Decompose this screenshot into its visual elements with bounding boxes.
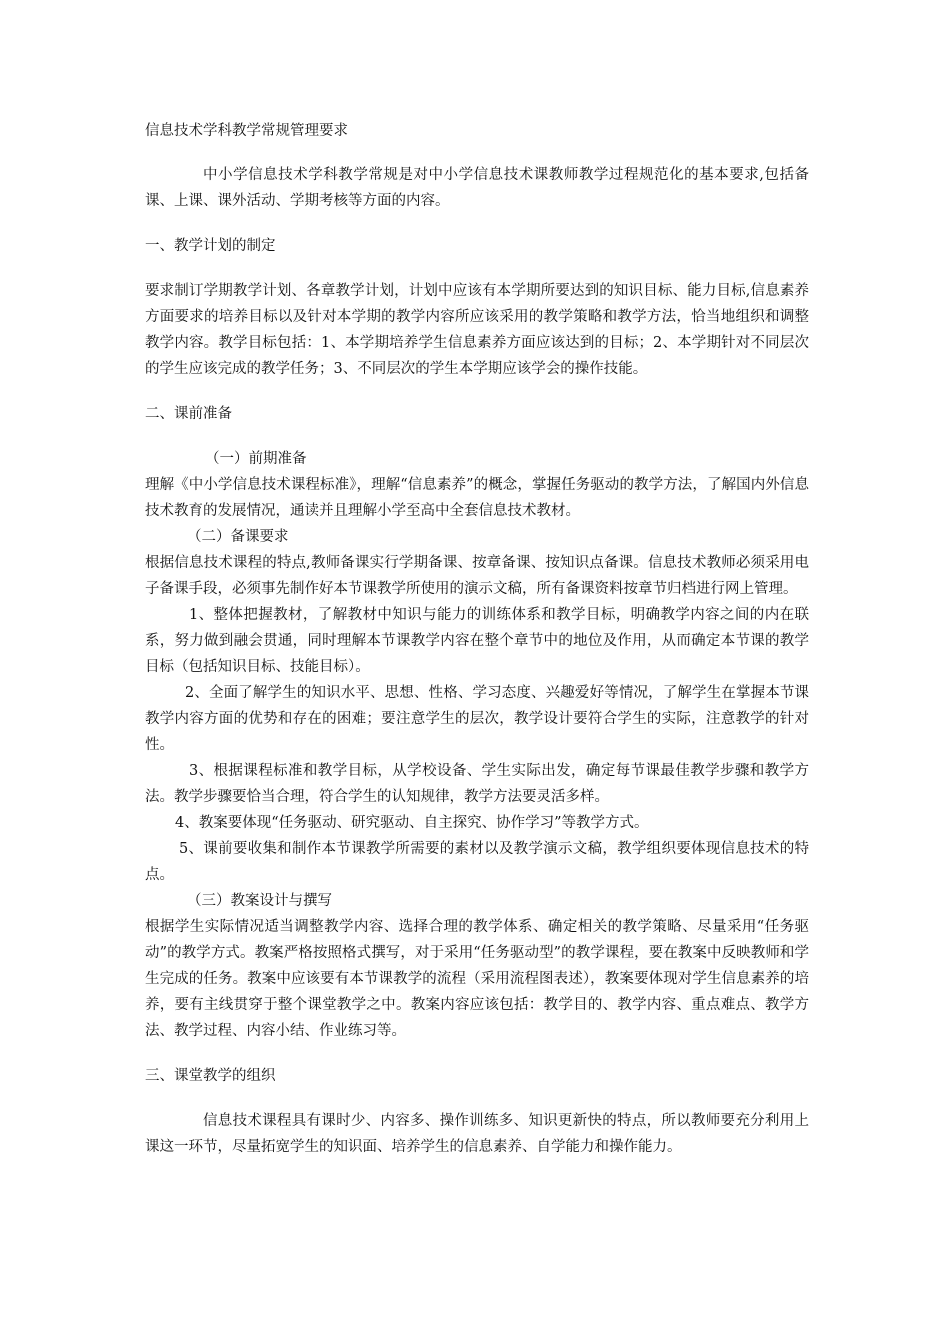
subsection3-body: 根据学生实际情况适当调整教学内容、选择合理的教学体系、确定相关的教学策略、尽量采用“任务驱动”的教学方式。教案严格按照格式撰写，对于采用“任务驱动型”的教学课程，要在教案中反映教师和学生完成的任务。教案中应该要有本节课教学的流程（采用流程图表述），教案要体现对学生信息素养的培养，要有主线贯穿于整个课堂教学之中。教案内容应该包括：教学目的、教学内容、重点难点、教学方法、教学过程、内容小结、作业练习等。: [145, 919, 809, 1039]
document-title: 信息技术学科教学常规管理要求: [145, 123, 348, 139]
subsection2-title: （二）备课要求: [187, 529, 289, 545]
list-item-5: 5、课前要收集和制作本节课教学所需要的素材以及教学演示文稿，教学组织要体现信息技术的特点。: [145, 841, 809, 883]
list-item-4: 4、教案要体现“任务驱动、研究驱动、自主探究、协作学习”等教学方式。: [175, 815, 649, 831]
section1-body: 要求制订学期教学计划、各章教学计划，计划中应该有本学期所要达到的知识目标、能力目标,信息素养方面要求的培养目标以及针对本学期的教学内容所应该采用的教学策略和教学方法，恰当地组织和调整教学内容。教学目标包括：1、本学期培养学生信息素养方面应该达到的目标；2、本学期针对不同层次的学生应该完成的教学任务；3、不同层次的学生本学期应该学会的操作技能。: [145, 283, 809, 377]
document-page: [145, 118, 809, 1160]
subsection2-body: 根据信息技术课程的特点,教师备课实行学期备课、按章备课、按知识点备课。信息技术教师必须采用电子备课手段，必须事先制作好本节课教学所使用的演示文稿，所有备课资料按章节归档进行网上管理。: [145, 555, 809, 597]
list-item-1: 1、整体把握教材，了解教材中知识与能力的训练体系和教学目标，明确教学内容之间的内在联系，努力做到融会贯通，同时理解本节课教学内容在整个章节中的地位及作用，从而确定本节课的教学目标（包括知识目标、技能目标）。: [145, 607, 809, 675]
intro-paragraph: 中小学信息技术学科教学常规是对中小学信息技术课教师教学过程规范化的基本要求,包括备课、上课、课外活动、学期考核等方面的内容。: [145, 167, 809, 209]
list-item-2: 2、全面了解学生的知识水平、思想、性格、学习态度、兴趣爱好等情况，了解学生在掌握本节课教学内容方面的优势和存在的困难；要注意学生的层次，教学设计要符合学生的实际，注意教学的针对性。: [145, 685, 809, 753]
subsection3-title: （三）教案设计与撰写: [187, 893, 332, 909]
section1-heading: 一、教学计划的制定: [145, 238, 276, 254]
list-item-3: 3、根据课程标准和教学目标，从学校设备、学生实际出发，确定每节课最佳教学步骤和教学方法。教学步骤要恰当合理，符合学生的认知规律，教学方法要灵活多样。: [145, 763, 809, 805]
subsection1-title: （一）前期准备: [205, 451, 307, 467]
section2-heading: 二、课前准备: [145, 406, 232, 422]
section3-body: 信息技术课程具有课时少、内容多、操作训练多、知识更新快的特点，所以教师要充分利用上课这一环节，尽量拓宽学生的知识面、培养学生的信息素养、自学能力和操作能力。: [145, 1113, 809, 1155]
section3-heading: 三、课堂教学的组织: [145, 1068, 276, 1084]
subsection1-body: 理解《中小学信息技术课程标准》，理解“信息素养”的概念，掌握任务驱动的教学方法，了解国内外信息技术教育的发展情况，通读并且理解小学至高中全套信息技术教材。: [145, 477, 809, 519]
